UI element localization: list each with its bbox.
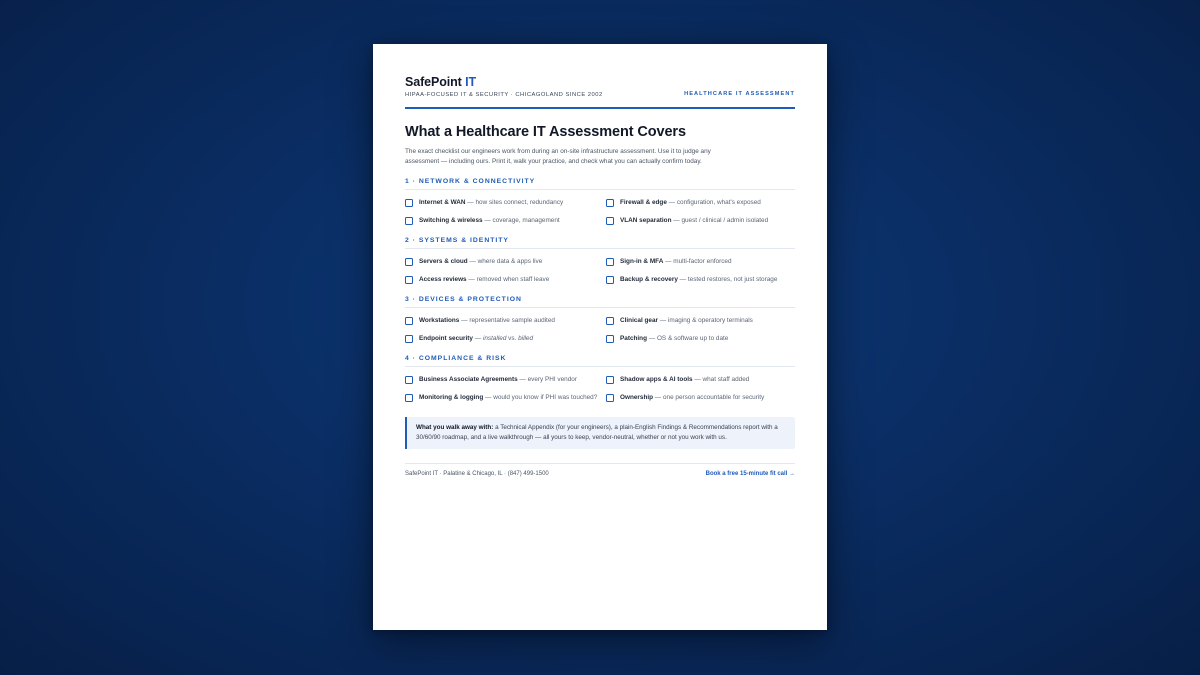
brand-logo — [405, 75, 795, 89]
item-desc: how sites connect, redundancy — [475, 199, 564, 206]
checkbox[interactable] — [405, 394, 413, 402]
item-label: Ownership — [620, 394, 654, 401]
brand-name: SafePoint — [405, 75, 462, 89]
assessment-sheet — [373, 44, 827, 630]
checklist-item: Endpoint security — installed vs. billed — [405, 334, 606, 344]
checklist-item: Backup & recovery — tested restores, not just storage — [606, 275, 794, 285]
checklist-item: Servers & cloud — where data & apps live — [405, 257, 606, 267]
section-devices — [405, 296, 795, 344]
checklist-item: Sign-in & MFA — multi-factor enforced — [606, 257, 794, 267]
item-label: Monitoring & logging — [419, 394, 484, 401]
item-desc: tested restores, not just storage — [687, 276, 778, 283]
checklist-item: Business Associate Agreements — every PHI vendor — [405, 375, 606, 385]
item-desc: every PHI vendor — [527, 376, 577, 383]
checklist-item: Clinical gear — imaging & operatory terminals — [606, 316, 794, 326]
checkbox[interactable] — [405, 276, 413, 284]
item-desc: one person accountable for security — [662, 394, 765, 401]
item-desc: imaging & operatory terminals — [667, 317, 753, 324]
takeaway-callout — [405, 417, 795, 449]
item-label: Backup & recovery — [620, 276, 678, 283]
section-network — [405, 178, 795, 226]
item-desc: coverage, management — [492, 217, 560, 224]
item-label: Switching & wireless — [419, 217, 483, 224]
checkbox[interactable] — [606, 335, 614, 343]
item-desc: multi-factor enforced — [673, 258, 732, 265]
checklist-item: VLAN separation — guest / clinical / admin isolated — [606, 216, 794, 226]
callout-lead: What you walk away with: — [416, 424, 494, 431]
checkbox[interactable] — [405, 217, 413, 225]
section-compliance — [405, 355, 795, 403]
section-heading: 4 · COMPLIANCE & RISK — [405, 355, 795, 367]
book-call-link[interactable]: Book a free 15-minute fit call → — [705, 471, 795, 477]
brand-tagline: HIPAA-FOCUSED IT & SECURITY · CHICAGOLAND SINCE 2002 — [405, 92, 603, 98]
checklist-item: Shadow apps & AI tools — what staff added — [606, 375, 794, 385]
checkbox[interactable] — [606, 217, 614, 225]
checkbox[interactable] — [606, 276, 614, 284]
item-desc: OS & software up to date — [656, 335, 729, 342]
item-desc: would you know if PHI was touched? — [493, 394, 598, 401]
checkbox[interactable] — [405, 376, 413, 384]
item-label: Shadow apps & AI tools — [620, 376, 693, 383]
item-label: Endpoint security — [419, 335, 473, 342]
item-label: Servers & cloud — [419, 258, 468, 265]
item-label: Firewall & edge — [620, 199, 667, 206]
checklist-item: Ownership — one person accountable for security — [606, 393, 794, 403]
section-systems — [405, 237, 795, 285]
item-label: Access reviews — [419, 276, 467, 283]
section-heading: 1 · NETWORK & CONNECTIVITY — [405, 178, 795, 190]
item-label: Business Associate Agreements — [419, 376, 518, 383]
checkbox[interactable] — [606, 317, 614, 325]
item-label: Patching — [620, 335, 647, 342]
item-desc-emphasis: billed — [518, 335, 534, 342]
item-desc-emphasis: installed — [482, 335, 507, 342]
checklist-item: Monitoring & logging — would you know if PHI was touched? — [405, 393, 606, 403]
item-desc: what staff added — [702, 376, 750, 383]
item-label: Clinical gear — [620, 317, 659, 324]
checkbox[interactable] — [405, 258, 413, 266]
checkbox[interactable] — [606, 258, 614, 266]
checkbox[interactable] — [405, 335, 413, 343]
section-heading: 2 · SYSTEMS & IDENTITY — [405, 237, 795, 249]
checkbox[interactable] — [405, 199, 413, 207]
footer-contact: SafePoint IT · Palatine & Chicago, IL · (847) 499-1500 — [405, 471, 549, 477]
item-label: Workstations — [419, 317, 460, 324]
item-label: Sign-in & MFA — [620, 258, 664, 265]
checklist-item: Patching — OS & software up to date — [606, 334, 794, 344]
item-desc: representative sample audited — [469, 317, 555, 324]
item-label: VLAN separation — [620, 217, 672, 224]
brand-accent: IT — [465, 75, 477, 89]
checklist-item: Access reviews — removed when staff leave — [405, 275, 606, 285]
checklist-item: Internet & WAN — how sites connect, redundancy — [405, 198, 606, 208]
checklist-item: Switching & wireless — coverage, management — [405, 216, 606, 226]
page-title: What a Healthcare IT Assessment Covers — [405, 124, 686, 140]
checklist-item: Workstations — representative sample audited — [405, 316, 606, 326]
intro-text: The exact checklist our engineers work from during an on-site infrastructure assessment. Use it to judge any assessment — including ours. Print it, walk your practice, and check what you can actually confirm today. — [405, 148, 711, 165]
checkbox[interactable] — [405, 317, 413, 325]
item-desc: guest / clinical / admin isolated — [681, 217, 769, 224]
section-heading: 3 · DEVICES & PROTECTION — [405, 296, 795, 308]
sheet-header — [405, 75, 795, 109]
checkbox[interactable] — [606, 376, 614, 384]
item-desc: configuration, what's exposed — [676, 199, 761, 206]
checkbox[interactable] — [606, 394, 614, 402]
item-label: Internet & WAN — [419, 199, 466, 206]
checkbox[interactable] — [606, 199, 614, 207]
item-desc: where data & apps live — [477, 258, 543, 265]
document-tag: HEALTHCARE IT ASSESSMENT — [684, 91, 795, 97]
item-desc: vs. — [506, 335, 519, 342]
sheet-footer — [405, 463, 795, 477]
callout-body: a Technical Appendix (for your engineers), a plain-English Findings & Recommendations report with a 30/60/90 roadmap, and a live walkthrough — all yours to keep, vendor-neutral, whether or not you work with us. — [416, 424, 778, 441]
item-desc: removed when staff leave — [476, 276, 550, 283]
checklist-item: Firewall & edge — configuration, what's exposed — [606, 198, 794, 208]
